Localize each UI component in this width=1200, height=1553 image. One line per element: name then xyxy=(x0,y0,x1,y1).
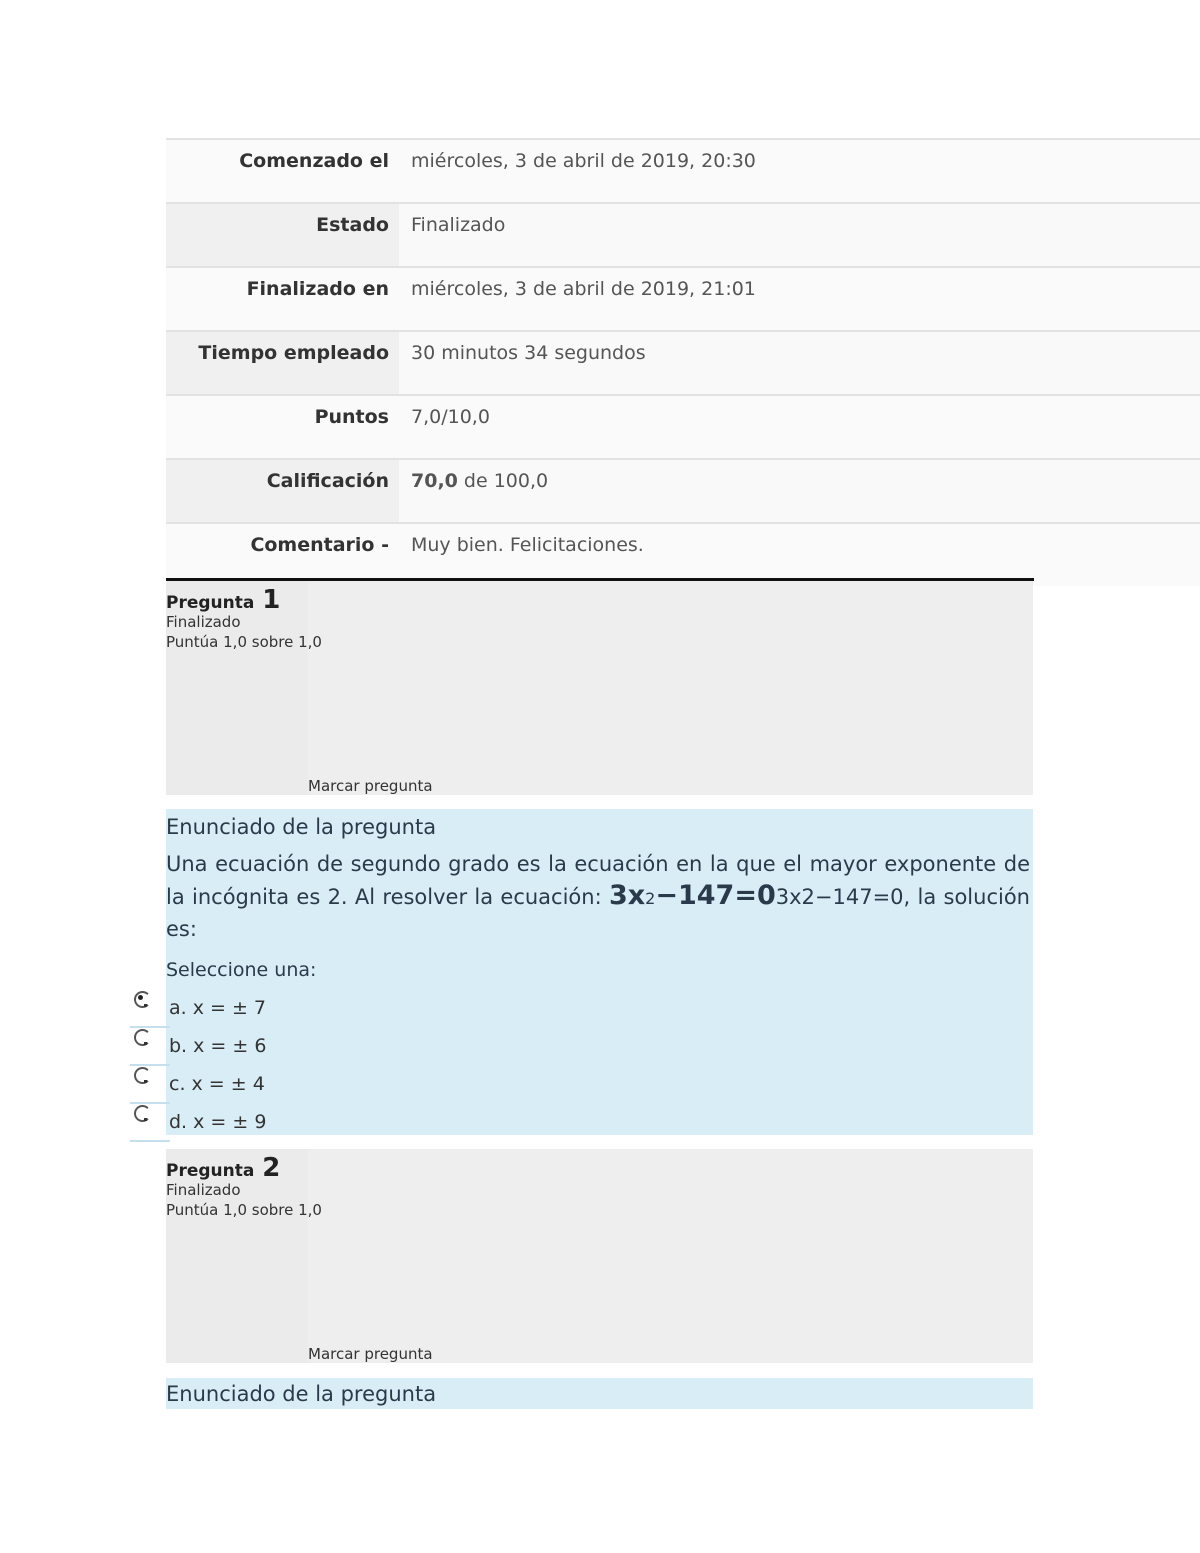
option-b-radio[interactable] xyxy=(130,1026,167,1064)
radio-circle-icon xyxy=(134,991,151,1008)
equation-part: 3x xyxy=(608,880,646,911)
flag-question-link[interactable]: Marcar pregunta xyxy=(308,1345,433,1363)
question-header: Enunciado de la pregunta xyxy=(166,1382,437,1406)
question-2-content xyxy=(166,1378,1033,1409)
question-number: 1 xyxy=(262,585,281,615)
summary-value: 30 minutos 34 segundos xyxy=(399,332,1200,394)
grade-max: de 100,0 xyxy=(457,470,549,492)
question-text-end: , la solución es: xyxy=(166,885,1030,941)
select-prompt: Seleccione una: xyxy=(166,959,317,981)
option-d-label[interactable]: d. x = ± 9 xyxy=(169,1111,267,1133)
summary-row-points xyxy=(166,396,1200,460)
radio-button xyxy=(130,988,170,1028)
summary-value: miércoles, 3 de abril de 2019, 20:30 xyxy=(399,140,1200,202)
question-grade: Puntúa 1,0 sobre 1,0 xyxy=(166,633,322,651)
option-a-label[interactable]: a. x = ± 7 xyxy=(169,997,267,1019)
radio-circle-icon xyxy=(134,1029,151,1046)
question-1-info xyxy=(166,581,1033,795)
question-grade: Puntúa 1,0 sobre 1,0 xyxy=(166,1201,322,1219)
radio-button xyxy=(130,1102,170,1142)
radio-selected-dot-icon xyxy=(138,995,143,1000)
summary-row-comment xyxy=(166,524,1200,586)
question-state: Finalizado xyxy=(166,1181,241,1199)
radio-button xyxy=(130,1064,170,1104)
summary-row-finished xyxy=(166,268,1200,332)
summary-value: 7,0/10,0 xyxy=(399,396,1200,458)
radio-tick-icon xyxy=(144,1118,147,1121)
summary-label: Puntos xyxy=(166,396,399,458)
summary-row-grade xyxy=(166,460,1200,524)
option-a-radio[interactable] xyxy=(130,988,167,1026)
summary-value: Finalizado xyxy=(399,204,1200,266)
radio-circle-icon xyxy=(134,1105,151,1122)
summary-label: Finalizado en xyxy=(166,268,399,330)
summary-value xyxy=(399,460,1200,522)
equation-plain: 3x2−147=0 xyxy=(775,885,904,909)
radio-button xyxy=(130,1026,170,1066)
summary-row-state xyxy=(166,204,1200,268)
summary-row-started xyxy=(166,140,1200,204)
equation-exponent: 2 xyxy=(645,889,656,908)
radio-tick-icon xyxy=(144,1080,147,1083)
summary-value: Muy bien. Felicitaciones. xyxy=(399,524,1200,586)
question-number: 2 xyxy=(262,1153,281,1183)
option-c-radio[interactable] xyxy=(130,1064,167,1102)
summary-row-time-taken xyxy=(166,332,1200,396)
radio-circle-icon xyxy=(134,1067,151,1084)
equation-part: −147=0 xyxy=(655,880,776,911)
summary-label: Tiempo empleado xyxy=(166,332,399,394)
question-text xyxy=(166,849,1030,945)
option-c-label[interactable]: c. x = ± 4 xyxy=(169,1073,265,1095)
question-1-content xyxy=(166,809,1033,1135)
summary-label: Estado xyxy=(166,204,399,266)
summary-label: Calificación xyxy=(166,460,399,522)
summary-label: Comentario - xyxy=(166,524,399,586)
question-label: Pregunta xyxy=(166,593,255,613)
summary-value: miércoles, 3 de abril de 2019, 21:01 xyxy=(399,268,1200,330)
equation xyxy=(609,880,776,911)
flag-question-link[interactable]: Marcar pregunta xyxy=(308,777,433,795)
grade-value: 70,0 xyxy=(411,470,458,492)
radio-tick-icon xyxy=(144,1004,147,1007)
question-title xyxy=(166,1153,280,1183)
summary-label: Comenzado el xyxy=(166,140,399,202)
option-b-label[interactable]: b. x = ± 6 xyxy=(169,1035,267,1057)
question-title xyxy=(166,585,280,615)
attempt-summary-table xyxy=(166,138,1200,586)
question-text-start: Una ecuación de segundo grado es la ecuación en la que el mayor exponente de la incógnita es 2. Al resolver la ecuación: xyxy=(166,852,1030,909)
question-2-info xyxy=(166,1149,1033,1363)
option-d-radio[interactable] xyxy=(130,1102,167,1140)
radio-tick-icon xyxy=(144,1042,147,1045)
question-label: Pregunta xyxy=(166,1161,255,1181)
question-state: Finalizado xyxy=(166,613,241,631)
question-header: Enunciado de la pregunta xyxy=(166,815,437,839)
